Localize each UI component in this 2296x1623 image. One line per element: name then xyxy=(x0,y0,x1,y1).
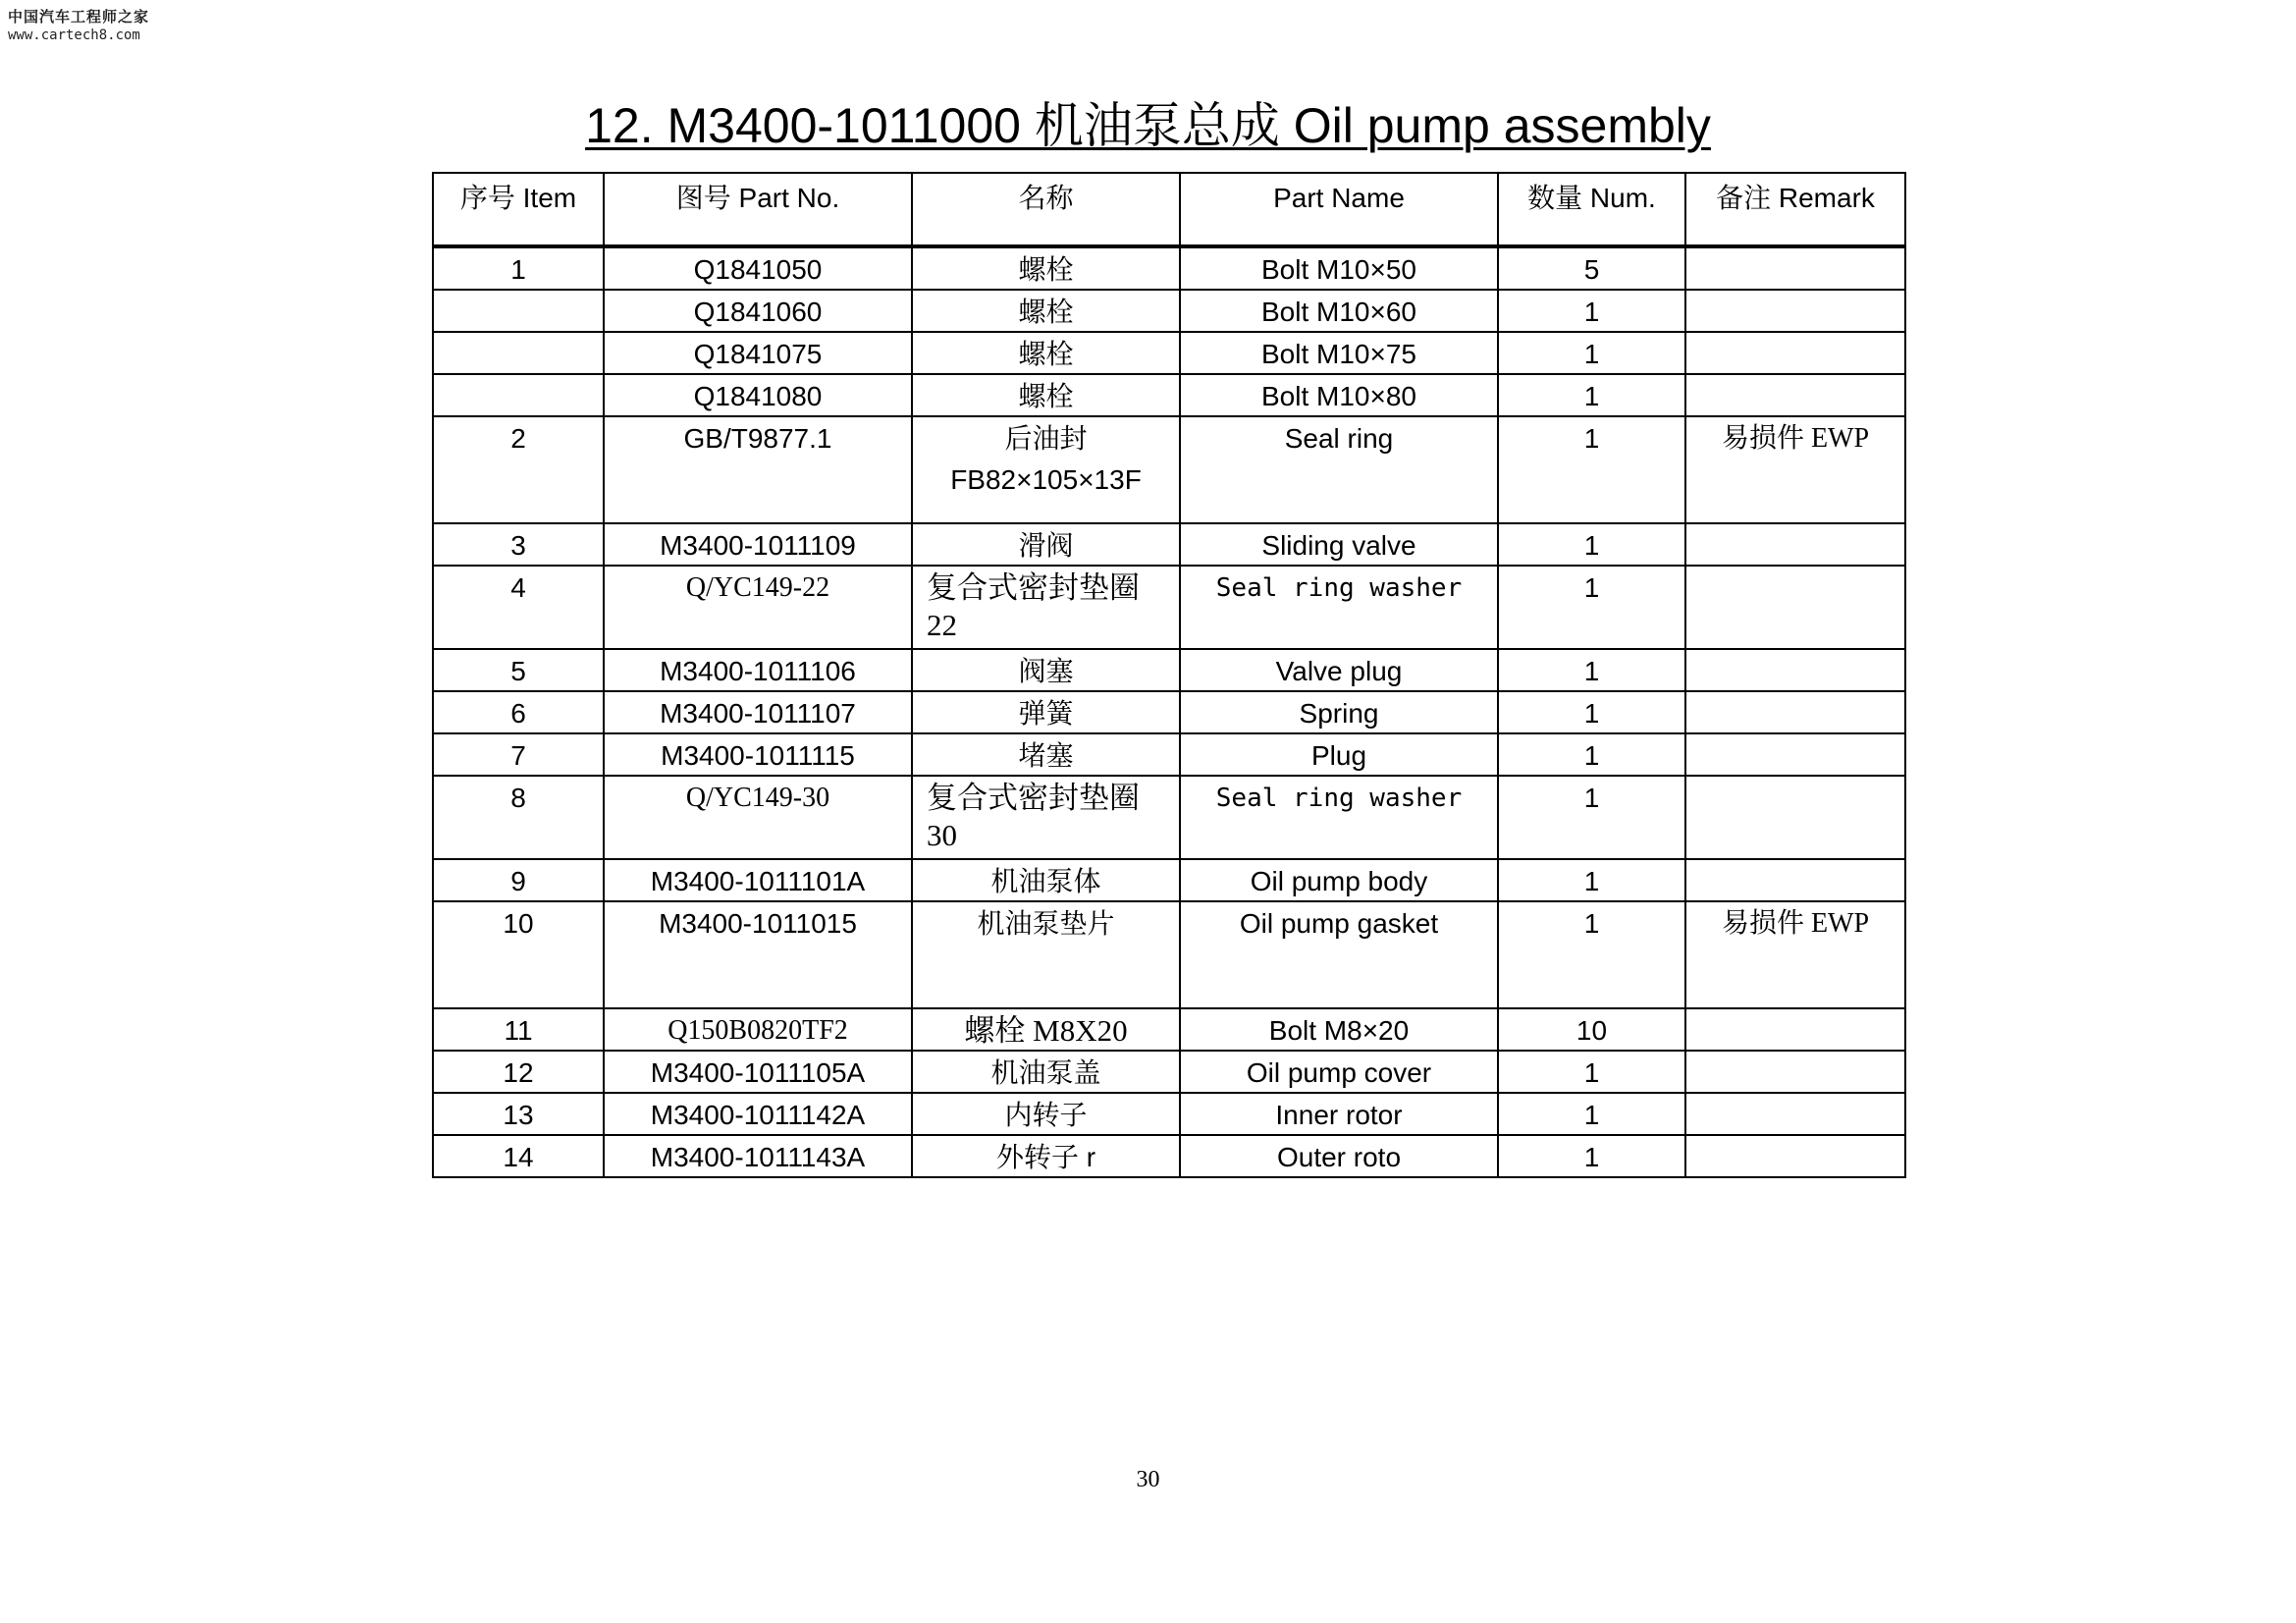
table-row xyxy=(433,859,1905,901)
cell-remark: 易损件 EWP xyxy=(1685,901,1905,1008)
cell-item: 7 xyxy=(433,733,604,776)
cell-item xyxy=(433,290,604,332)
cell-name-cn: 螺栓 xyxy=(912,246,1180,290)
cell-part-no: M3400-1011015 xyxy=(604,901,912,1008)
page-number: 30 xyxy=(1136,1467,1160,1492)
cell-name-cn xyxy=(912,776,1180,859)
cell-name-cn: 螺栓 xyxy=(912,290,1180,332)
cell-part-no: M3400-1011106 xyxy=(604,649,912,691)
page-title-text: 12. M3400-1011000 机油泵总成 Oil pump assembly xyxy=(585,98,1711,153)
cell-item: 13 xyxy=(433,1093,604,1135)
cell-part-no: M3400-1011101A xyxy=(604,859,912,901)
cell-name-cn: 机油泵体 xyxy=(912,859,1180,901)
cell-name-cn: 机油泵盖 xyxy=(912,1051,1180,1093)
cell-part-no: M3400-1011143A xyxy=(604,1135,912,1177)
table-row xyxy=(433,1008,1905,1051)
cell-num: 1 xyxy=(1498,901,1685,1008)
cell-part-no: M3400-1011105A xyxy=(604,1051,912,1093)
cell-name-cn: 弹簧 xyxy=(912,691,1180,733)
cell-num: 1 xyxy=(1498,1135,1685,1177)
watermark-url: www.cartech8.com xyxy=(8,27,140,43)
header-num: 数量 Num. xyxy=(1498,173,1685,246)
table-row xyxy=(433,523,1905,566)
cell-remark xyxy=(1685,691,1905,733)
cell-num: 1 xyxy=(1498,332,1685,374)
cell-name-en: Plug xyxy=(1180,733,1498,776)
header-row xyxy=(433,173,1905,246)
cell-name-en: Bolt M10×80 xyxy=(1180,374,1498,416)
table-row xyxy=(433,776,1905,859)
cell-item: 10 xyxy=(433,901,604,1008)
cell-remark xyxy=(1685,1135,1905,1177)
cell-name-cn-line1: 后油封 xyxy=(1004,423,1088,454)
cell-remark: 易损件 EWP xyxy=(1685,416,1905,523)
cell-part-no: Q150B0820TF2 xyxy=(604,1008,912,1051)
cell-remark xyxy=(1685,1051,1905,1093)
header-remark: 备注 Remark xyxy=(1685,173,1905,246)
cell-part-no: Q/YC149-22 xyxy=(604,566,912,649)
table-row xyxy=(433,649,1905,691)
cell-num: 1 xyxy=(1498,523,1685,566)
cell-name-en: Oil pump gasket xyxy=(1180,901,1498,1008)
cell-item: 14 xyxy=(433,1135,604,1177)
cell-item: 11 xyxy=(433,1008,604,1051)
watermark-cn: 中国汽车工程师之家 xyxy=(8,8,150,26)
cell-num: 5 xyxy=(1498,246,1685,290)
cell-num: 1 xyxy=(1498,1051,1685,1093)
cell-num: 1 xyxy=(1498,416,1685,523)
cell-part-no: Q1841050 xyxy=(604,246,912,290)
cell-remark xyxy=(1685,246,1905,290)
table-row xyxy=(433,332,1905,374)
table-row xyxy=(433,691,1905,733)
cell-num: 1 xyxy=(1498,1093,1685,1135)
cell-part-no: Q/YC149-30 xyxy=(604,776,912,859)
cell-name-en: Seal ring xyxy=(1180,416,1498,523)
cell-name-cn: 外转子 r xyxy=(912,1135,1180,1177)
cell-name-en: Seal ring washer xyxy=(1180,776,1498,859)
cell-item: 9 xyxy=(433,859,604,901)
cell-name-cn: 堵塞 xyxy=(912,733,1180,776)
cell-part-no: M3400-1011109 xyxy=(604,523,912,566)
cell-name-cn xyxy=(912,566,1180,649)
cell-item: 1 xyxy=(433,246,604,290)
cell-item: 4 xyxy=(433,566,604,649)
table-row xyxy=(433,416,1905,523)
cell-name-en: Inner rotor xyxy=(1180,1093,1498,1135)
cell-name-cn-line1: 复合式密封垫圈 xyxy=(927,781,1140,815)
cell-name-cn: 滑阀 xyxy=(912,523,1180,566)
parts-table xyxy=(432,172,1906,1178)
cell-name-cn: 螺栓 M8X20 xyxy=(912,1008,1180,1051)
cell-name-en: Bolt M10×60 xyxy=(1180,290,1498,332)
table-row xyxy=(433,290,1905,332)
cell-item xyxy=(433,374,604,416)
header-part-name: Part Name xyxy=(1180,173,1498,246)
cell-num: 1 xyxy=(1498,290,1685,332)
cell-remark xyxy=(1685,859,1905,901)
cell-name-cn-line2: FB82×105×13F xyxy=(950,464,1142,495)
cell-num: 1 xyxy=(1498,776,1685,859)
cell-num: 1 xyxy=(1498,566,1685,649)
cell-name-cn: 内转子 xyxy=(912,1093,1180,1135)
table-row xyxy=(433,733,1905,776)
cell-num: 1 xyxy=(1498,859,1685,901)
header-part-no: 图号 Part No. xyxy=(604,173,912,246)
cell-num: 1 xyxy=(1498,733,1685,776)
table-row xyxy=(433,374,1905,416)
cell-name-cn: 阀塞 xyxy=(912,649,1180,691)
cell-name-en: Valve plug xyxy=(1180,649,1498,691)
watermark xyxy=(8,8,149,45)
cell-part-no: M3400-1011115 xyxy=(604,733,912,776)
cell-remark xyxy=(1685,332,1905,374)
cell-name-en: Bolt M8×20 xyxy=(1180,1008,1498,1051)
cell-item: 3 xyxy=(433,523,604,566)
cell-remark xyxy=(1685,1093,1905,1135)
cell-num: 1 xyxy=(1498,649,1685,691)
table-row xyxy=(433,1051,1905,1093)
cell-name-cn: 螺栓 xyxy=(912,374,1180,416)
cell-name-en: Bolt M10×50 xyxy=(1180,246,1498,290)
table-row xyxy=(433,1135,1905,1177)
cell-name-cn-line2: 30 xyxy=(927,818,957,852)
cell-num: 10 xyxy=(1498,1008,1685,1051)
cell-item: 5 xyxy=(433,649,604,691)
cell-item: 12 xyxy=(433,1051,604,1093)
table-row xyxy=(433,1093,1905,1135)
cell-remark xyxy=(1685,649,1905,691)
cell-name-en: Seal ring washer xyxy=(1180,566,1498,649)
cell-part-no: Q1841075 xyxy=(604,332,912,374)
table-row xyxy=(433,566,1905,649)
table-row xyxy=(433,901,1905,1008)
cell-part-no: M3400-1011107 xyxy=(604,691,912,733)
cell-name-en: Outer roto xyxy=(1180,1135,1498,1177)
table-row xyxy=(433,246,1905,290)
cell-name-cn-line2: 22 xyxy=(927,608,957,642)
cell-name-cn xyxy=(912,416,1180,523)
cell-num: 1 xyxy=(1498,691,1685,733)
header-item: 序号 Item xyxy=(433,173,604,246)
cell-part-no: GB/T9877.1 xyxy=(604,416,912,523)
cell-remark xyxy=(1685,290,1905,332)
page-title xyxy=(0,96,2296,155)
cell-name-cn: 机油泵垫片 xyxy=(912,901,1180,1008)
cell-item: 2 xyxy=(433,416,604,523)
cell-part-no: Q1841080 xyxy=(604,374,912,416)
header-name-cn: 名称 xyxy=(912,173,1180,246)
cell-remark xyxy=(1685,374,1905,416)
cell-remark xyxy=(1685,1008,1905,1051)
cell-name-en: Bolt M10×75 xyxy=(1180,332,1498,374)
cell-remark xyxy=(1685,776,1905,859)
cell-item: 6 xyxy=(433,691,604,733)
cell-name-en: Spring xyxy=(1180,691,1498,733)
cell-item xyxy=(433,332,604,374)
cell-name-cn: 螺栓 xyxy=(912,332,1180,374)
cell-remark xyxy=(1685,733,1905,776)
cell-num: 1 xyxy=(1498,374,1685,416)
cell-name-en: Sliding valve xyxy=(1180,523,1498,566)
cell-remark xyxy=(1685,523,1905,566)
cell-part-no: Q1841060 xyxy=(604,290,912,332)
cell-part-no: M3400-1011142A xyxy=(604,1093,912,1135)
cell-item: 8 xyxy=(433,776,604,859)
cell-remark xyxy=(1685,566,1905,649)
cell-name-cn-line1: 复合式密封垫圈 xyxy=(927,570,1140,605)
cell-name-en: Oil pump cover xyxy=(1180,1051,1498,1093)
cell-name-en: Oil pump body xyxy=(1180,859,1498,901)
